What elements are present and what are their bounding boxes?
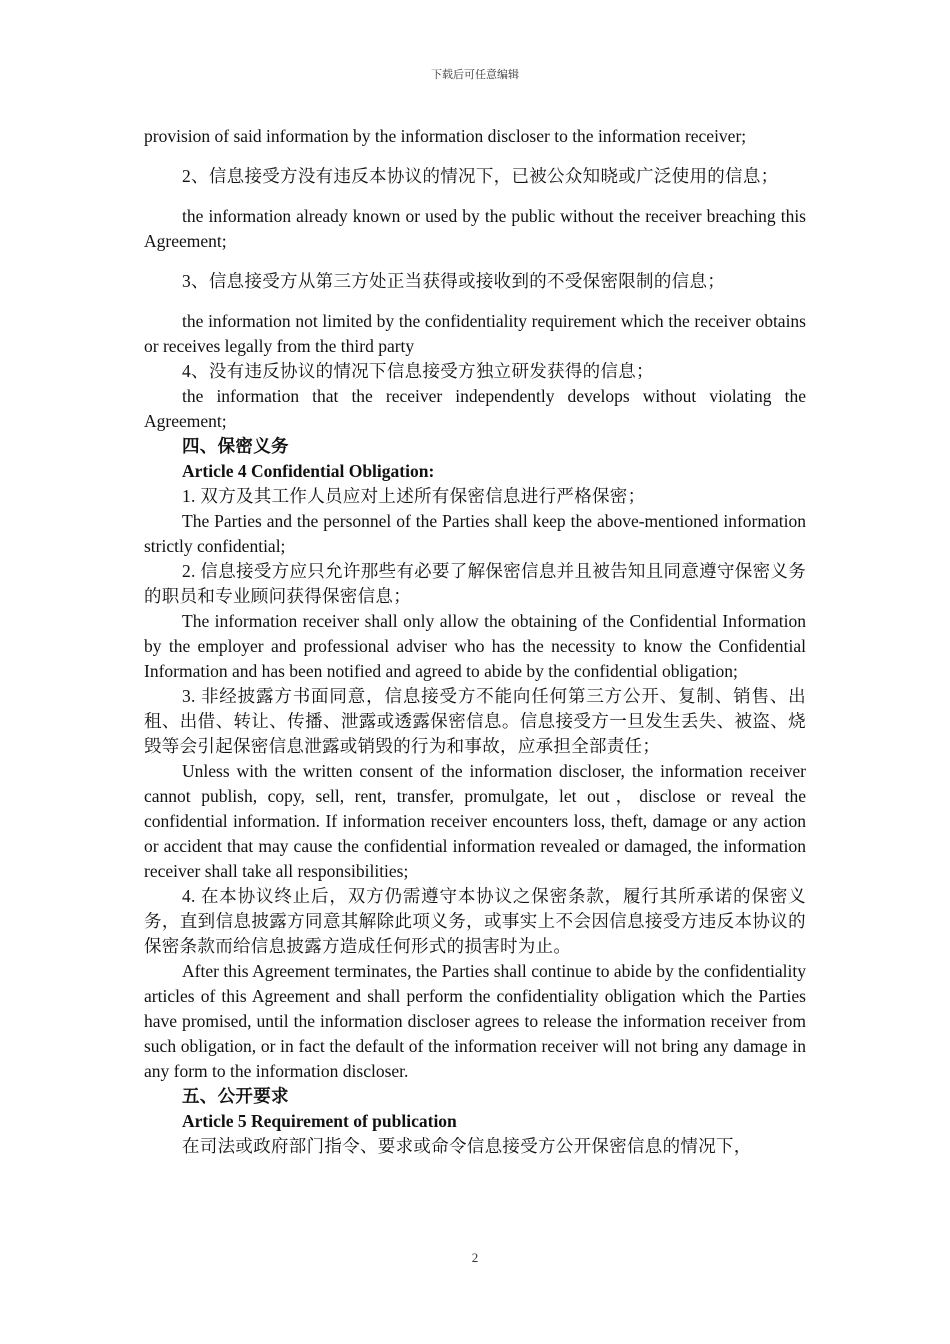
page-number: 2 bbox=[471, 1250, 479, 1265]
paragraph-item-4-en: the information that the receiver independently develops without violating the Agreement; bbox=[144, 386, 806, 431]
document-body bbox=[144, 124, 806, 1159]
obligation-4-cn: 4. 在本协议终止后，双方仍需遵守本协议之保密条款，履行其所承诺的保密义务，直到信息披露方同意其解除此项义务，或事实上不会因信息接受方违反本协议的保密条款而给信息披露方造成任何形式的损害时为止。 bbox=[144, 886, 806, 956]
section-heading-5-cn: 五、公开要求 bbox=[182, 1086, 289, 1106]
section-heading-4-cn: 四、保密义务 bbox=[182, 436, 289, 456]
publication-cn: 在司法或政府部门指令、要求或命令信息接受方公开保密信息的情况下， bbox=[182, 1136, 752, 1156]
obligation-2-cn: 2. 信息接受方应只允许那些有必要了解保密信息并且被告知且同意遵守保密义务的职员和专业顾问获得保密信息； bbox=[144, 561, 806, 606]
paragraph-provision-en: provision of said information by the information discloser to the information receiver; bbox=[144, 126, 747, 146]
paragraph-item-4-cn: 4、没有违反协议的情况下信息接受方独立研发获得的信息； bbox=[182, 361, 654, 381]
page-header: 下载后可任意编辑 bbox=[431, 69, 519, 81]
section-heading-5-en: Article 5 Requirement of publication bbox=[182, 1111, 457, 1131]
obligation-1-en: The Parties and the personnel of the Parties shall keep the above-mentioned information strictly confidential; bbox=[144, 511, 806, 556]
obligation-3-en: Unless with the written consent of the information discloser, the information receiver cannot publish, copy, sell, rent, transfer, promulgate, let out，disclose or reveal the confidential information. If information receiver encounters loss, theft, damage or any action or accident that may cause the confidential information revealed or damaged, the information receiver shall take all responsibilities; bbox=[144, 761, 806, 881]
paragraph-item-3-en: the information not limited by the confidentiality requirement which the receiver obtains or receives legally from the third party bbox=[144, 311, 806, 356]
paragraph-item-2-cn: 2、信息接受方没有违反本协议的情况下，已被公众知晓或广泛使用的信息； bbox=[182, 166, 779, 186]
section-heading-4-en: Article 4 Confidential Obligation: bbox=[182, 461, 435, 481]
obligation-1-cn: 1. 双方及其工作人员应对上述所有保密信息进行严格保密； bbox=[182, 486, 646, 506]
obligation-2-en: The information receiver shall only allow the obtaining of the Confidential Information by the employer and professional adviser who has the necessity to know the Confidential Information and has been notified and agreed to abide by the confidential obligation; bbox=[144, 611, 806, 681]
obligation-3-cn: 3. 非经披露方书面同意，信息接受方不能向任何第三方公开、复制、销售、出租、出借、转让、传播、泄露或透露保密信息。信息接受方一旦发生丢失、被盗、烧毁等会引起保密信息泄露或销毁的行为和事故，应承担全部责任； bbox=[144, 686, 806, 756]
paragraph-item-3-cn: 3、信息接受方从第三方处正当获得或接收到的不受保密限制的信息； bbox=[182, 271, 726, 291]
paragraph-item-2-en: the information already known or used by the public without the receiver breaching this Agreement; bbox=[144, 206, 806, 251]
obligation-4-en: After this Agreement terminates, the Parties shall continue to abide by the confidentiality articles of this Agreement and shall perform the confidentiality obligation which the Parties have promised, until the information discloser agrees to release the information receiver from such obligation, or in fact the default of the information receiver will not bring any damage in any form to the information discloser. bbox=[144, 961, 806, 1081]
